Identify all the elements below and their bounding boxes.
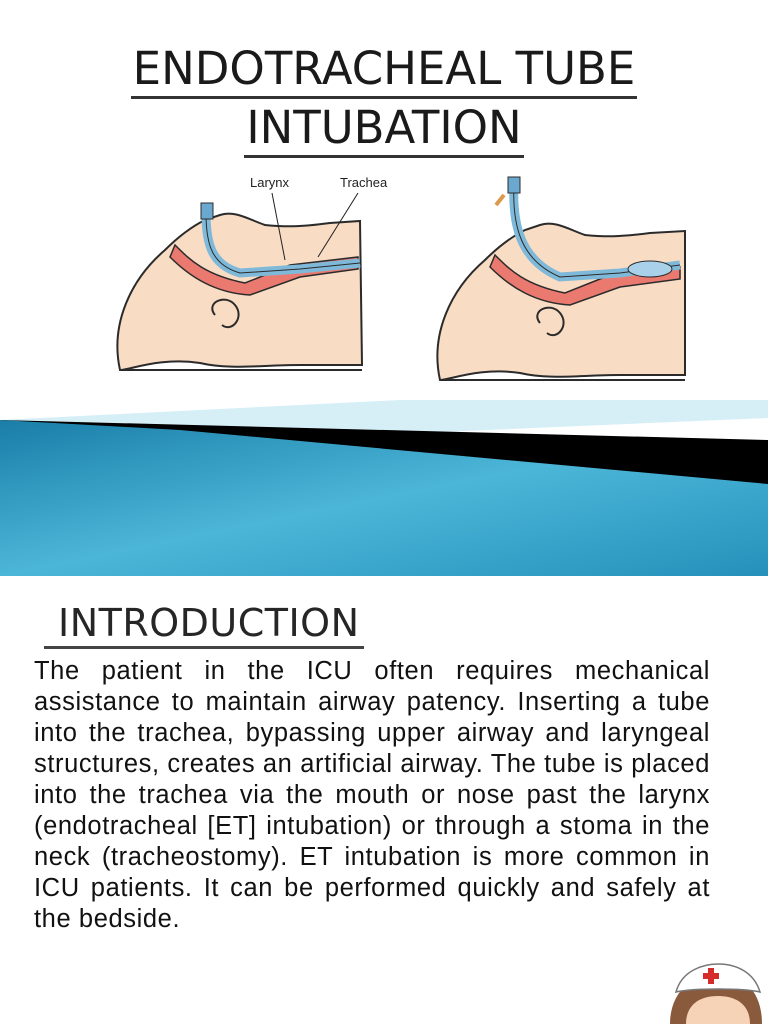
slide-title-line1: ENDOTRACHEAL TUBE — [131, 42, 638, 99]
slide-title — [0, 40, 768, 158]
nurse-cartoon-icon — [662, 962, 768, 1024]
left-head-drawing — [117, 203, 362, 370]
slide-title-line2: INTUBATION — [244, 101, 523, 158]
intro-paragraph: The patient in the ICU often requires mechanical assistance to maintain airway patency. Inserting a tube into the trachea, bypassing upper airway and laryngeal structures, creates an artificial airway. The tube is placed into the trachea via the mouth or nose past the larynx (endotracheal [ET] intubation) or through a stoma in the neck (tracheostomy). ET intubation is more common in ICU patients. It can be performed quickly and safely at the bedside. — [34, 657, 710, 933]
larynx-label: Larynx — [250, 175, 290, 190]
decorative-banner — [0, 400, 768, 576]
intubation-illustration — [0, 165, 768, 395]
trachea-label: Trachea — [340, 175, 388, 190]
introduction-slide — [0, 578, 768, 1024]
right-head-drawing — [437, 177, 685, 380]
section-heading: INTRODUCTION — [44, 600, 364, 649]
